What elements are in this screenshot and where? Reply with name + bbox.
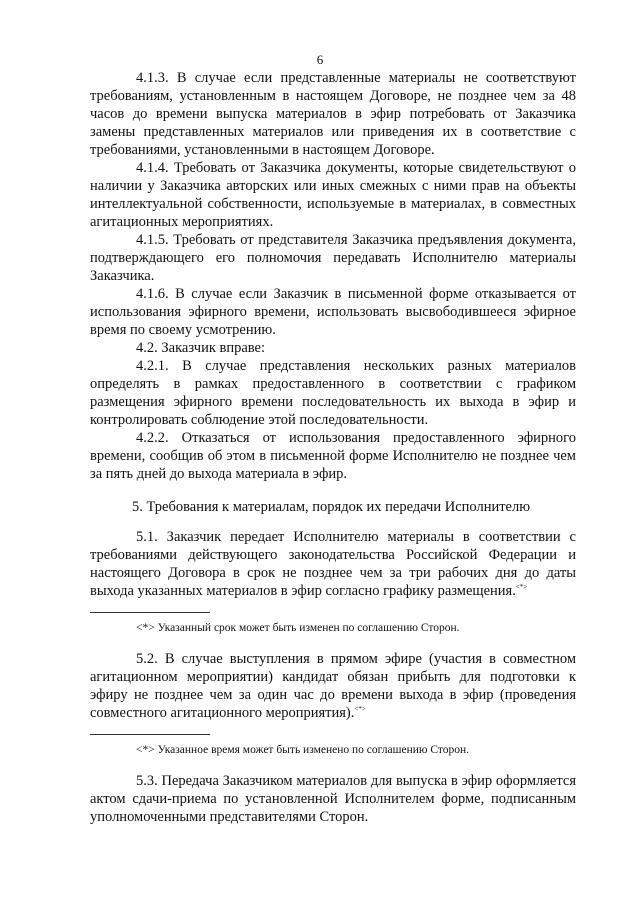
clause-4-1-4: 4.1.4. Требовать от Заказчика документы, которые свидетельствуют о наличии у Заказчика авторских или иных смежных с ними прав на объекты интеллектуальной собственности, используемые в материалах, в совместных агитационных мероприятиях. (90, 160, 576, 230)
footnote-1: <*> Указанный срок может быть изменен по соглашению Сторон. (136, 622, 460, 634)
page-number: 6 (316, 52, 324, 67)
clause-4-2-1: 4.2.1. В случае представления нескольких разных материалов определять в рамках предоставленного в соответствии с графиком размещения эфирного времени последовательность их выхода в эфир и контролировать соблюдение этой последовательности. (90, 358, 576, 428)
footnote-divider-2 (90, 734, 210, 735)
footnote-mark-1: <*> (515, 583, 528, 592)
clause-4-2-2: 4.2.2. Отказаться от использования предоставленного эфирного времени, сообщив об этом в письменной форме Исполнителю не позднее чем за пять дней до выхода материала в эфир. (90, 430, 576, 482)
clause-4-1-3: 4.1.3. В случае если представленные материалы не соответствуют требованиям, установленным в настоящем Договоре, не позднее чем за 48 часов до времени выпуска материалов в эфир потребовать от Заказчика замены представленных материалов или приведения их в соответствие с требованиями, установленными в настоящем Договоре. (90, 70, 576, 158)
clause-5-2 (90, 650, 576, 722)
document-body (90, 69, 576, 826)
clause-4-2: 4.2. Заказчик вправе: (136, 340, 266, 356)
clause-4-1-5: 4.1.5. Требовать от представителя Заказчика предъявления документа, подтверждающего его полномочия передавать Исполнителю материалы Заказчика. (90, 232, 576, 284)
clause-5-3: 5.3. Передача Заказчиком материалов для выпуска в эфир оформляется актом сдачи-приема по установленной Исполнителем форме, подписанным уполномоченными представителями Сторон. (90, 773, 576, 825)
footnote-2: <*> Указанное время может быть изменено по соглашению Сторон. (136, 744, 470, 756)
footnote-divider-1 (90, 612, 210, 613)
clause-5-1-text: 5.1. Заказчик передает Исполнителю материалы в соответствии с требованиями действующего законодательства Российской Федерации и настоящего Договора в срок не позднее чем за три рабочих дня до даты выхода указанных материалов в эфир согласно графику размещения. (90, 529, 576, 599)
clause-4-1-6: 4.1.6. В случае если Заказчик в письменной форме отказывается от использования эфирного времени, использовать высвободившееся эфирное время по своему усмотрению. (90, 286, 576, 338)
clause-5-2-text: 5.2. В случае выступления в прямом эфире (участия в совместном агитационном мероприятии) кандидат обязан прибыть для подготовки к эфиру не позднее чем за один час до времени выхода в эфир (проведения совместного агитационного мероприятия). (90, 651, 576, 721)
section-5-heading: 5. Требования к материалам, порядок их передачи Исполнителю (132, 499, 531, 515)
clause-5-1 (90, 528, 576, 600)
footnote-mark-2: <*> (354, 705, 366, 714)
